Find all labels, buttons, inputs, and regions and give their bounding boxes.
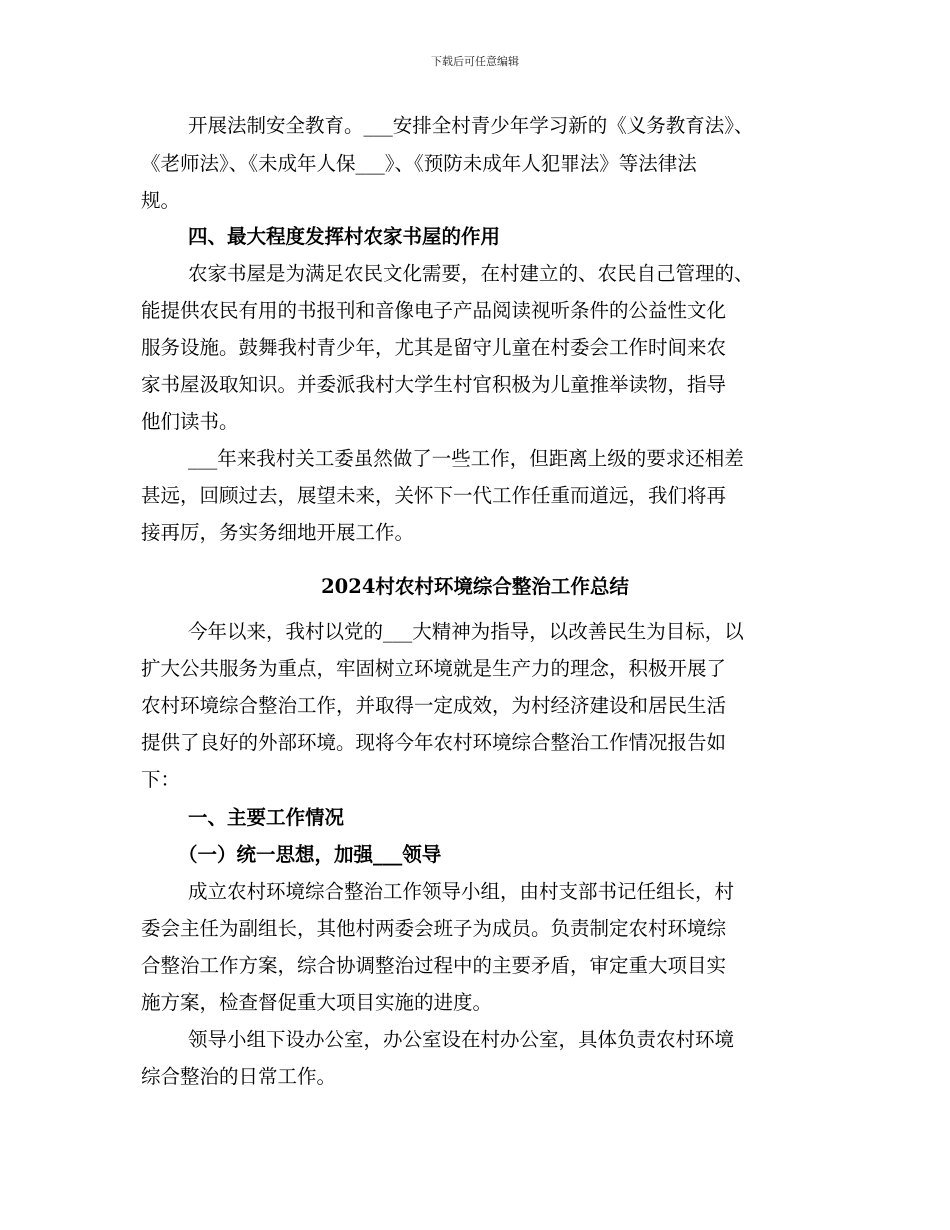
body-line: 能提供农民有用的书报刊和音像电子产品阅读视听条件的公益性文化 [141, 299, 727, 322]
body-line: 甚远，回顾过去，展望未来，关怀下一代工作任重而道远，我们将再 [141, 484, 727, 507]
body-line: 成立农村环境综合整治工作领导小组，由村支部书记任组长，村 [188, 880, 735, 903]
section-heading: 四、最大程度发挥村农家书屋的作用 [188, 225, 501, 248]
body-line: 提供了良好的外部环境。现将今年农村环境综合整治工作情况报告如 [141, 731, 727, 754]
page-header: 下载后可任意编辑 [431, 55, 519, 68]
body-line: 规。 [141, 189, 181, 212]
body-line: 农村环境综合整治工作，并取得一定成效，为村经济建设和居民生活 [141, 694, 727, 717]
body-line: 《老师法》、《未成年人保___》、《预防未成年人犯罪法》等法律法 [141, 152, 697, 175]
body-line: 综合整治的日常工作。 [141, 1065, 337, 1088]
body-line: 接再厉，务实务细地开展工作。 [141, 521, 415, 544]
body-line: 家书屋汲取知识。并委派我村大学生村官积极为儿童推举读物，指导 [141, 373, 727, 396]
body-line: 委会主任为副组长，其他村两委会班子为成员。负责制定农村环境综 [141, 917, 727, 940]
body-line: ___年来我村关工委虽然做了一些工作，但距离上级的要求还相差 [188, 447, 744, 470]
body-line: 施方案，检查督促重大项目实施的进度。 [141, 991, 493, 1014]
section-heading: 一、主要工作情况 [188, 806, 345, 829]
body-line: 扩大公共服务为重点，牢固树立环境就是生产力的理念，积极开展了 [141, 657, 727, 680]
body-line: 合整治工作方案，综合协调整治过程中的主要矛盾，审定重大项目实 [141, 954, 727, 977]
document-title: 2024村农村环境综合整治工作总结 [321, 575, 629, 598]
subsection-heading: （一）统一思想，加强___领导 [178, 843, 442, 866]
body-line: 今年以来，我村以党的___大精神为指导，以改善民生为目标，以 [188, 620, 744, 643]
body-line: 他们读书。 [141, 410, 239, 433]
body-line: 农家书屋是为满足农民文化需要，在村建立的、农民自己管理的、 [188, 262, 754, 285]
body-line: 下： [141, 768, 181, 791]
body-line: 服务设施。鼓舞我村青少年，尤其是留守儿童在村委会工作时间来农 [141, 336, 727, 359]
body-line: 领导小组下设办公室，办公室设在村办公室，具体负责农村环境 [188, 1028, 735, 1051]
body-line: 开展法制安全教育。___安排全村青少年学习新的《义务教育法》、 [188, 114, 754, 137]
